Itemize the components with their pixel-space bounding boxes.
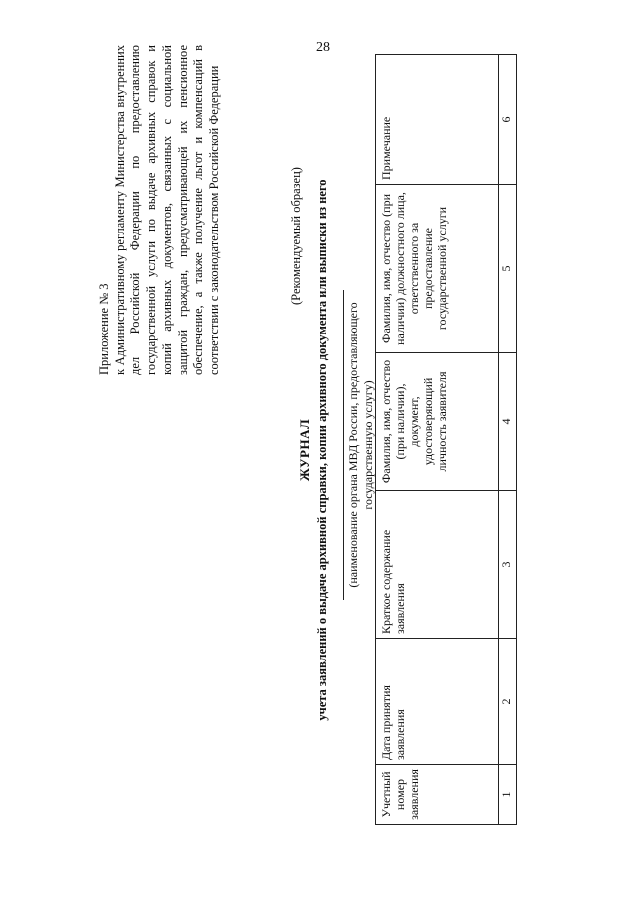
table-number-row — [499, 55, 517, 825]
column-number: 3 — [499, 491, 517, 639]
column-header-date: Дата принятия заявления — [376, 639, 499, 765]
column-number: 5 — [499, 185, 517, 353]
sample-note: (Рекомендуемый образец) — [289, 167, 303, 305]
appendix-title: Приложение № 3 — [97, 283, 111, 375]
journal-subtitle: учета заявлений о выдаче архивной справки, копии архивного документа или выписки из него — [315, 179, 329, 721]
column-number: 2 — [499, 639, 517, 765]
column-header-note: Примечание — [376, 55, 499, 185]
table-header-row — [376, 55, 499, 825]
column-number: 1 — [499, 765, 517, 825]
column-header-account-number: Учетный номер заявления — [376, 765, 499, 825]
column-header-summary: Краткое содержание заявления — [376, 491, 499, 639]
column-header-official: Фамилия, имя, отчество (при наличии) должностного лица, ответственного за предоставление государственной услуги — [376, 185, 499, 353]
appendix-block — [97, 45, 223, 375]
org-name-caption: (наименование органа МВД России, предоставляющего государственную услугу) — [343, 290, 376, 600]
page-number: 28 — [316, 40, 330, 55]
column-number: 6 — [499, 55, 517, 185]
journal-table — [375, 54, 517, 825]
journal-title: ЖУРНАЛ — [297, 418, 312, 482]
appendix-body: к Административному регламенту Министерства внутренних дел Российской Федерации по предоставлению государственной услуги по выдаче архивных справок и копий архивных документов, связанных с социальной защитой граждан, предусматривающей их пенсионное обеспечение, а также получение льгот и компенсаций в соответствии с законодательством Российской Федерации — [112, 45, 221, 375]
column-header-applicant: Фамилия, имя, отчество (при наличии), документ, удостоверяющий личность заявителя — [376, 353, 499, 491]
rotated-page-content — [35, 40, 615, 860]
column-number: 4 — [499, 353, 517, 491]
